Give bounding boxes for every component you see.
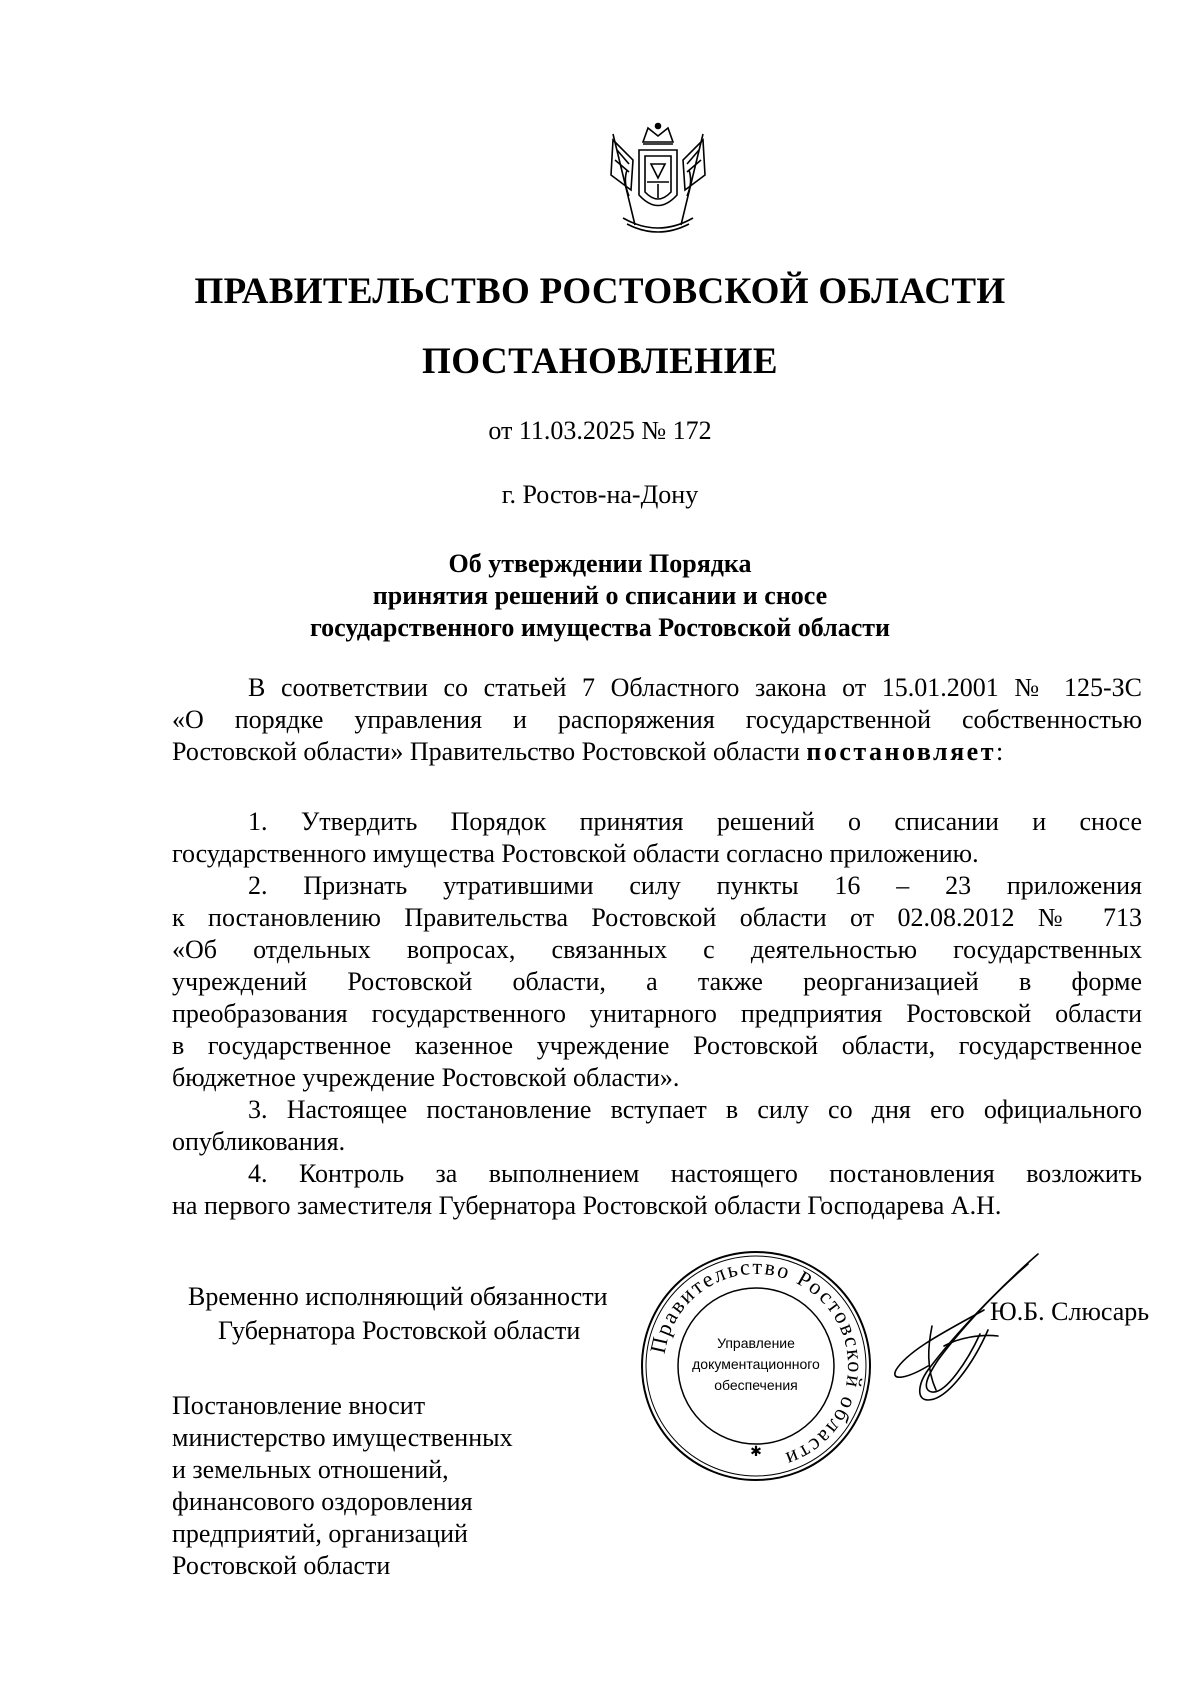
subject-line: принятия решений о списании и сносе [372,581,828,610]
item-line: государственного имущества Ростовской области согласно приложению. [172,839,979,868]
item-4 [172,1158,1142,1222]
document-city: г. Ростов-на-Дону [501,480,699,509]
item-line: 2. Признать утратившими силу пункты 16 – 23 приложения [248,871,1142,900]
submitter-line: Постановление вносит [172,1391,426,1420]
document-date-number: от 11.03.2025 № 172 [488,416,712,445]
item-line: 3. Настоящее постановление вступает в силу со дня его официального [248,1095,1142,1124]
signatory-position [188,1280,608,1348]
decree-keyword: постановляет [806,737,996,766]
stamp-inner-line: обеспечения [714,1377,798,1393]
document-type: ПОСТАНОВЛЕНИЕ [421,341,779,382]
submitter-line: предприятий, организаций [172,1519,468,1548]
subject-line: Об утверждении Порядка [448,549,752,578]
item-line: преобразования государственного унитарного предприятия Ростовской области [172,999,1142,1028]
preamble [172,672,1142,768]
item-line: учреждений Ростовской области, а также реорганизацией в форме [172,967,1142,996]
stamp-inner-line: документационного [692,1356,820,1372]
item-line: на первого заместителя Губернатора Ростовской области Господарева А.Н. [172,1191,1002,1220]
position-line: Временно исполняющий обязанности [188,1282,608,1311]
item-line: бюджетное учреждение Ростовской области». [172,1063,680,1092]
item-line: «Об отдельных вопросах, связанных с деятельностью государственных [172,935,1142,964]
item-3 [172,1094,1142,1158]
submitter-line: Ростовской области [172,1551,391,1580]
item-2 [172,870,1142,1094]
document-subject [0,548,1200,644]
submitter-line: и земельных отношений, [172,1455,449,1484]
item-1 [172,806,1142,870]
submitter-line: министерство имущественных [172,1423,513,1452]
subject-line: государственного имущества Ростовской области [310,613,890,642]
preamble-line: В соответствии со статьей 7 Областного закона от 15.01.2001 № 125-ЗС [248,673,1142,702]
organization-title: ПРАВИТЕЛЬСТВО РОСТОВСКОЙ ОБЛАСТИ [194,271,1006,312]
submitter-note [172,1390,513,1582]
preamble-line [172,736,1142,768]
colon: : [996,737,1004,766]
item-line: опубликования. [172,1127,346,1156]
stamp-inner-line: Управление [717,1335,795,1351]
submitter-line: финансового оздоровления [172,1487,473,1516]
handwritten-signature [888,1250,1048,1410]
preamble-text: Ростовской области» Правительство Ростовской области [172,737,807,766]
preamble-line: «О порядке управления и распоряжения государственной собственностью [172,705,1142,734]
signatory-name: Ю.Б. Слюсарь [990,1297,1150,1326]
item-line: 4. Контроль за выполнением настоящего постановления возложить [248,1159,1142,1188]
stamp-outer-text: Правительство Ростовской области [644,1253,869,1473]
item-line: к постановлению Правительства Ростовской области от 02.08.2012 № 713 [172,903,1142,932]
svg-text:✱: ✱ [750,1444,762,1460]
coat-of-arms-emblem [603,120,713,240]
official-stamp [638,1248,874,1484]
position-line: Губернатора Ростовской области [218,1316,581,1345]
item-line: в государственное казенное учреждение Ростовской области, государственное [172,1031,1142,1060]
item-line: 1. Утвердить Порядок принятия решений о списании и сносе [248,807,1142,836]
